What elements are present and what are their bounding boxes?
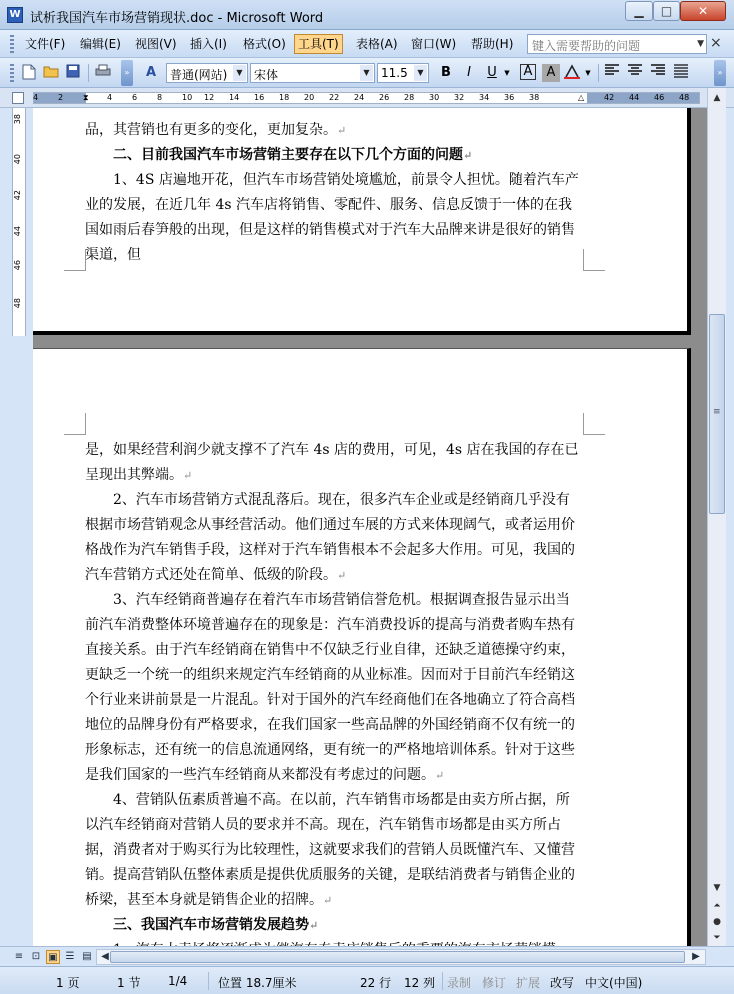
vertical-scroll-thumb[interactable]: ≡: [709, 314, 725, 514]
ruler-tick: 26: [379, 93, 390, 102]
crop-mark: [583, 413, 605, 435]
status-position: 位置 18.7厘米: [218, 976, 297, 990]
paragraph-mark: ↵: [337, 124, 347, 137]
font-size-value: 11.5: [381, 66, 408, 80]
vruler-tick: 44: [13, 226, 22, 237]
status-overtype[interactable]: 改写: [550, 976, 575, 990]
ruler-tick: 44: [629, 93, 640, 102]
ruler-tick: 34: [479, 93, 490, 102]
toolbar-separator: [88, 64, 89, 82]
crop-mark: [583, 249, 605, 271]
paragraph-mark: ↵: [323, 894, 333, 907]
font-dropdown-icon[interactable]: ▼: [360, 65, 373, 81]
underline-dropdown-icon[interactable]: ▼: [504, 69, 510, 77]
page-2[interactable]: [33, 348, 691, 968]
ruler-tick: 16: [254, 93, 265, 102]
align-left-icon[interactable]: [603, 64, 621, 82]
ruler-tick: 4: [33, 93, 39, 102]
status-page: 1 页: [56, 976, 80, 990]
help-dropdown-icon[interactable]: ▼: [697, 39, 704, 49]
underline-button[interactable]: U: [487, 65, 497, 80]
horizontal-scroll-thumb[interactable]: [110, 951, 685, 963]
font-size-combo[interactable]: [377, 63, 429, 83]
help-placeholder: 键入需要帮助的问题: [532, 39, 641, 53]
menu-file[interactable]: 文件(F): [25, 37, 66, 51]
status-line: 22 行: [360, 976, 392, 990]
paragraph[interactable]: 是，如果经营利润少就支撑不了汽车 4s 店的费用，可见，4s 店在我国的存在已呈现出其弊端。↵: [85, 442, 579, 483]
toolbar: [0, 58, 734, 88]
scroll-down-arrow-icon[interactable]: ▼: [713, 883, 721, 893]
ruler-tick: 10: [182, 93, 193, 102]
close-window-button[interactable]: ✕: [680, 1, 726, 21]
web-layout-view-icon[interactable]: ⊡: [31, 951, 41, 962]
ruler-tick: 32: [454, 93, 465, 102]
ruler-tick: 22: [329, 93, 340, 102]
status-column: 12 列: [404, 976, 436, 990]
toolbar-separator-2: [598, 64, 599, 82]
ruler-tick: 46: [654, 93, 665, 102]
font-color-dropdown-icon[interactable]: ▼: [585, 69, 591, 77]
toolbar-overflow-chevron-icon[interactable]: »: [714, 60, 726, 86]
menu-bar: [0, 30, 734, 58]
scroll-left-arrow-icon[interactable]: ◀: [101, 951, 109, 962]
outline-view-icon[interactable]: ☰: [65, 951, 75, 962]
paragraph[interactable]: 4、营销队伍素质普遍不高。在以前，汽车销售市场都是由卖方所占据，所以汽车经销商对营销人员的要求并不高。现在，汽车销售市场都是由买方所占据，消费者对于购买行为比较理性，这就要求我们的营销人员既懂汽车、又懂营销。提高营销队伍整体素质是提供优质服务的关键，是联结消费者与销售企业的桥梁，甚至本身就是销售企业的招牌。↵: [85, 792, 575, 908]
styles-and-formatting-icon[interactable]: A: [145, 65, 157, 80]
font-size-dropdown-icon[interactable]: ▼: [414, 65, 427, 81]
status-record[interactable]: 录制: [447, 976, 472, 990]
paragraph[interactable]: 2、汽车市场营销方式混乱落后。现在，很多汽车企业或是经销商几乎没有根据市场营销观念从事经营活动。他们通过车展的方式来体现阔气，或者运用价格战作为汽车销售手段，这样对于汽车销售根本不会起多大作用。可见，我国的汽车营销方式还处在简单、低级的阶段。↵: [85, 492, 575, 583]
menu-format[interactable]: 格式(O): [243, 37, 286, 51]
vertical-ruler[interactable]: [0, 108, 33, 946]
paragraph-mark: ↵: [309, 919, 319, 932]
crop-mark: [64, 413, 86, 435]
ruler-tick: 42: [604, 93, 615, 102]
ruler-tick: 8: [157, 93, 163, 102]
vruler-tick: 38: [13, 114, 22, 125]
status-page-count: 1/4: [168, 974, 188, 988]
ruler-tick: 24: [354, 93, 365, 102]
ruler-tick: 20: [304, 93, 315, 102]
next-page-icon[interactable]: ⏷: [713, 933, 721, 943]
paragraph-mark: ↵: [463, 149, 473, 162]
status-language[interactable]: 中文(中国): [585, 976, 643, 990]
print-layout-view-icon[interactable]: ▣: [46, 950, 60, 964]
italic-button[interactable]: I: [467, 65, 471, 80]
toolbar-grip[interactable]: [10, 64, 14, 82]
toolbar-options-chevron-icon[interactable]: »: [121, 60, 133, 86]
vruler-tick: 48: [13, 298, 22, 309]
menu-view[interactable]: 视图(V): [135, 37, 177, 51]
status-bar: [0, 966, 734, 994]
previous-page-icon[interactable]: ⏶: [713, 901, 721, 911]
align-right-icon[interactable]: [649, 64, 667, 82]
section-heading[interactable]: 二、目前我国汽车市场营销主要存在以下几个方面的问题↵: [113, 147, 473, 163]
horizontal-scrollbar-area: [0, 946, 734, 966]
menu-tools[interactable]: 工具(T): [294, 34, 343, 54]
new-document-icon[interactable]: [20, 64, 38, 82]
close-document-button[interactable]: ×: [710, 35, 722, 51]
ruler-tick: 36: [504, 93, 515, 102]
scroll-up-arrow-icon[interactable]: ▲: [713, 93, 721, 103]
document-view[interactable]: [33, 108, 707, 946]
ruler-tick: 6: [132, 93, 138, 102]
maximize-button[interactable]: □: [653, 1, 680, 21]
ruler-tick: 38: [529, 93, 540, 102]
ruler-tick: 2: [58, 93, 64, 102]
menu-insert[interactable]: 插入(I): [190, 37, 227, 51]
menubar-grip[interactable]: [10, 35, 14, 53]
ruler-tick: 4: [107, 93, 113, 102]
character-border-button[interactable]: A: [520, 64, 536, 80]
status-separator: [442, 972, 443, 990]
title-bar: [0, 0, 734, 30]
paragraph-mark: ↵: [337, 569, 347, 582]
save-icon[interactable]: [64, 64, 82, 82]
font-color-icon[interactable]: [563, 64, 581, 82]
browse-object-icon[interactable]: ●: [713, 917, 721, 927]
menu-window[interactable]: 窗口(W): [411, 37, 457, 51]
paragraph[interactable]: 3、汽车经销商普遍存在着汽车市场营销信誉危机。根据调查报告显示出当前汽车消费整体环境普遍存在的现象是：汽车消费投诉的提高与消费者购车热有直接关系。由于汽车经销商在销售中不仅缺乏行业自律，还缺乏道德操守约束，更缺乏一个统一的组织来规定汽车经销商的从业标准。因而对于目前汽车经销这个行业来讲前景是一片混乱。针对于国外的汽车经商他们在各地确立了符合高档地位的品牌身份有严格要求，在我们国家一些高品牌的外国经销商不仅有统一的形象标志，还有统一的信息流通网络，更有统一的严格地培训体系。针对于这些是我们国家的一些汽车经销商从来都没有考虑过的问题。↵: [85, 592, 575, 783]
minimize-button[interactable]: ▁: [625, 1, 653, 21]
scroll-right-arrow-icon[interactable]: ▶: [692, 951, 700, 962]
vruler-tick: 46: [13, 260, 22, 271]
open-folder-icon[interactable]: [42, 64, 60, 82]
ruler-tick: 14: [229, 93, 240, 102]
menu-help[interactable]: 帮助(H): [471, 37, 514, 51]
justify-icon[interactable]: [672, 64, 690, 82]
vruler-tick: 42: [13, 190, 22, 201]
crop-mark: [64, 249, 86, 271]
style-dropdown-icon[interactable]: ▼: [233, 65, 246, 81]
word-app-icon[interactable]: W: [7, 7, 23, 23]
ruler-indent-marker[interactable]: ⧗: [83, 93, 89, 102]
tab-selector-icon[interactable]: [12, 92, 24, 104]
print-icon[interactable]: [94, 64, 112, 82]
ruler-tick: 18: [279, 93, 290, 102]
ruler-tick: 12: [204, 93, 215, 102]
paragraph-mark: ↵: [183, 469, 193, 482]
status-track-changes[interactable]: 修订: [482, 976, 507, 990]
paragraph-mark: ↵: [435, 769, 445, 782]
help-search-input[interactable]: [527, 34, 707, 54]
paragraph[interactable]: 1、4S 店遍地开花，但汽车市场营销处境尴尬，前景令人担忧。随着汽车产业的发展，在近几年 4s 汽车店将销售、零配件、服务、信息反馈于一体的在我国如雨后春笋般的出现，但是这样的销售模式对于汽车大品牌来讲是很好的销售渠道，但: [85, 172, 579, 263]
ruler-tick: 30: [429, 93, 440, 102]
font-value: 宋体: [254, 68, 279, 82]
menu-edit[interactable]: 编辑(E): [80, 37, 121, 51]
align-center-icon[interactable]: [626, 64, 644, 82]
style-combo[interactable]: [166, 63, 248, 83]
character-shading-button[interactable]: A: [542, 64, 560, 82]
window-title: 试析我国汽车市场营销现状.doc - Microsoft Word: [30, 11, 324, 26]
status-extend[interactable]: 扩展: [516, 976, 541, 990]
normal-view-icon[interactable]: ≡: [14, 951, 24, 962]
menu-table[interactable]: 表格(A): [356, 37, 398, 51]
bold-button[interactable]: B: [441, 65, 451, 80]
reading-layout-view-icon[interactable]: ▤: [82, 951, 92, 962]
section-heading[interactable]: 三、我国汽车市场营销发展趋势↵: [113, 917, 319, 933]
font-combo[interactable]: [250, 63, 375, 83]
vruler-tick: 40: [13, 154, 22, 165]
ruler-tick: 28: [404, 93, 415, 102]
status-separator: [208, 972, 209, 990]
style-value: 普通(网站): [170, 68, 228, 82]
ruler-right-indent-marker[interactable]: △: [578, 93, 585, 102]
paragraph[interactable]: 品，其营销也有更多的变化，更加复杂。↵: [85, 122, 347, 138]
status-section: 1 节: [117, 976, 141, 990]
vertical-scrollbar[interactable]: [707, 88, 726, 946]
page-1[interactable]: [33, 108, 691, 335]
ruler-tick: 48: [679, 93, 690, 102]
